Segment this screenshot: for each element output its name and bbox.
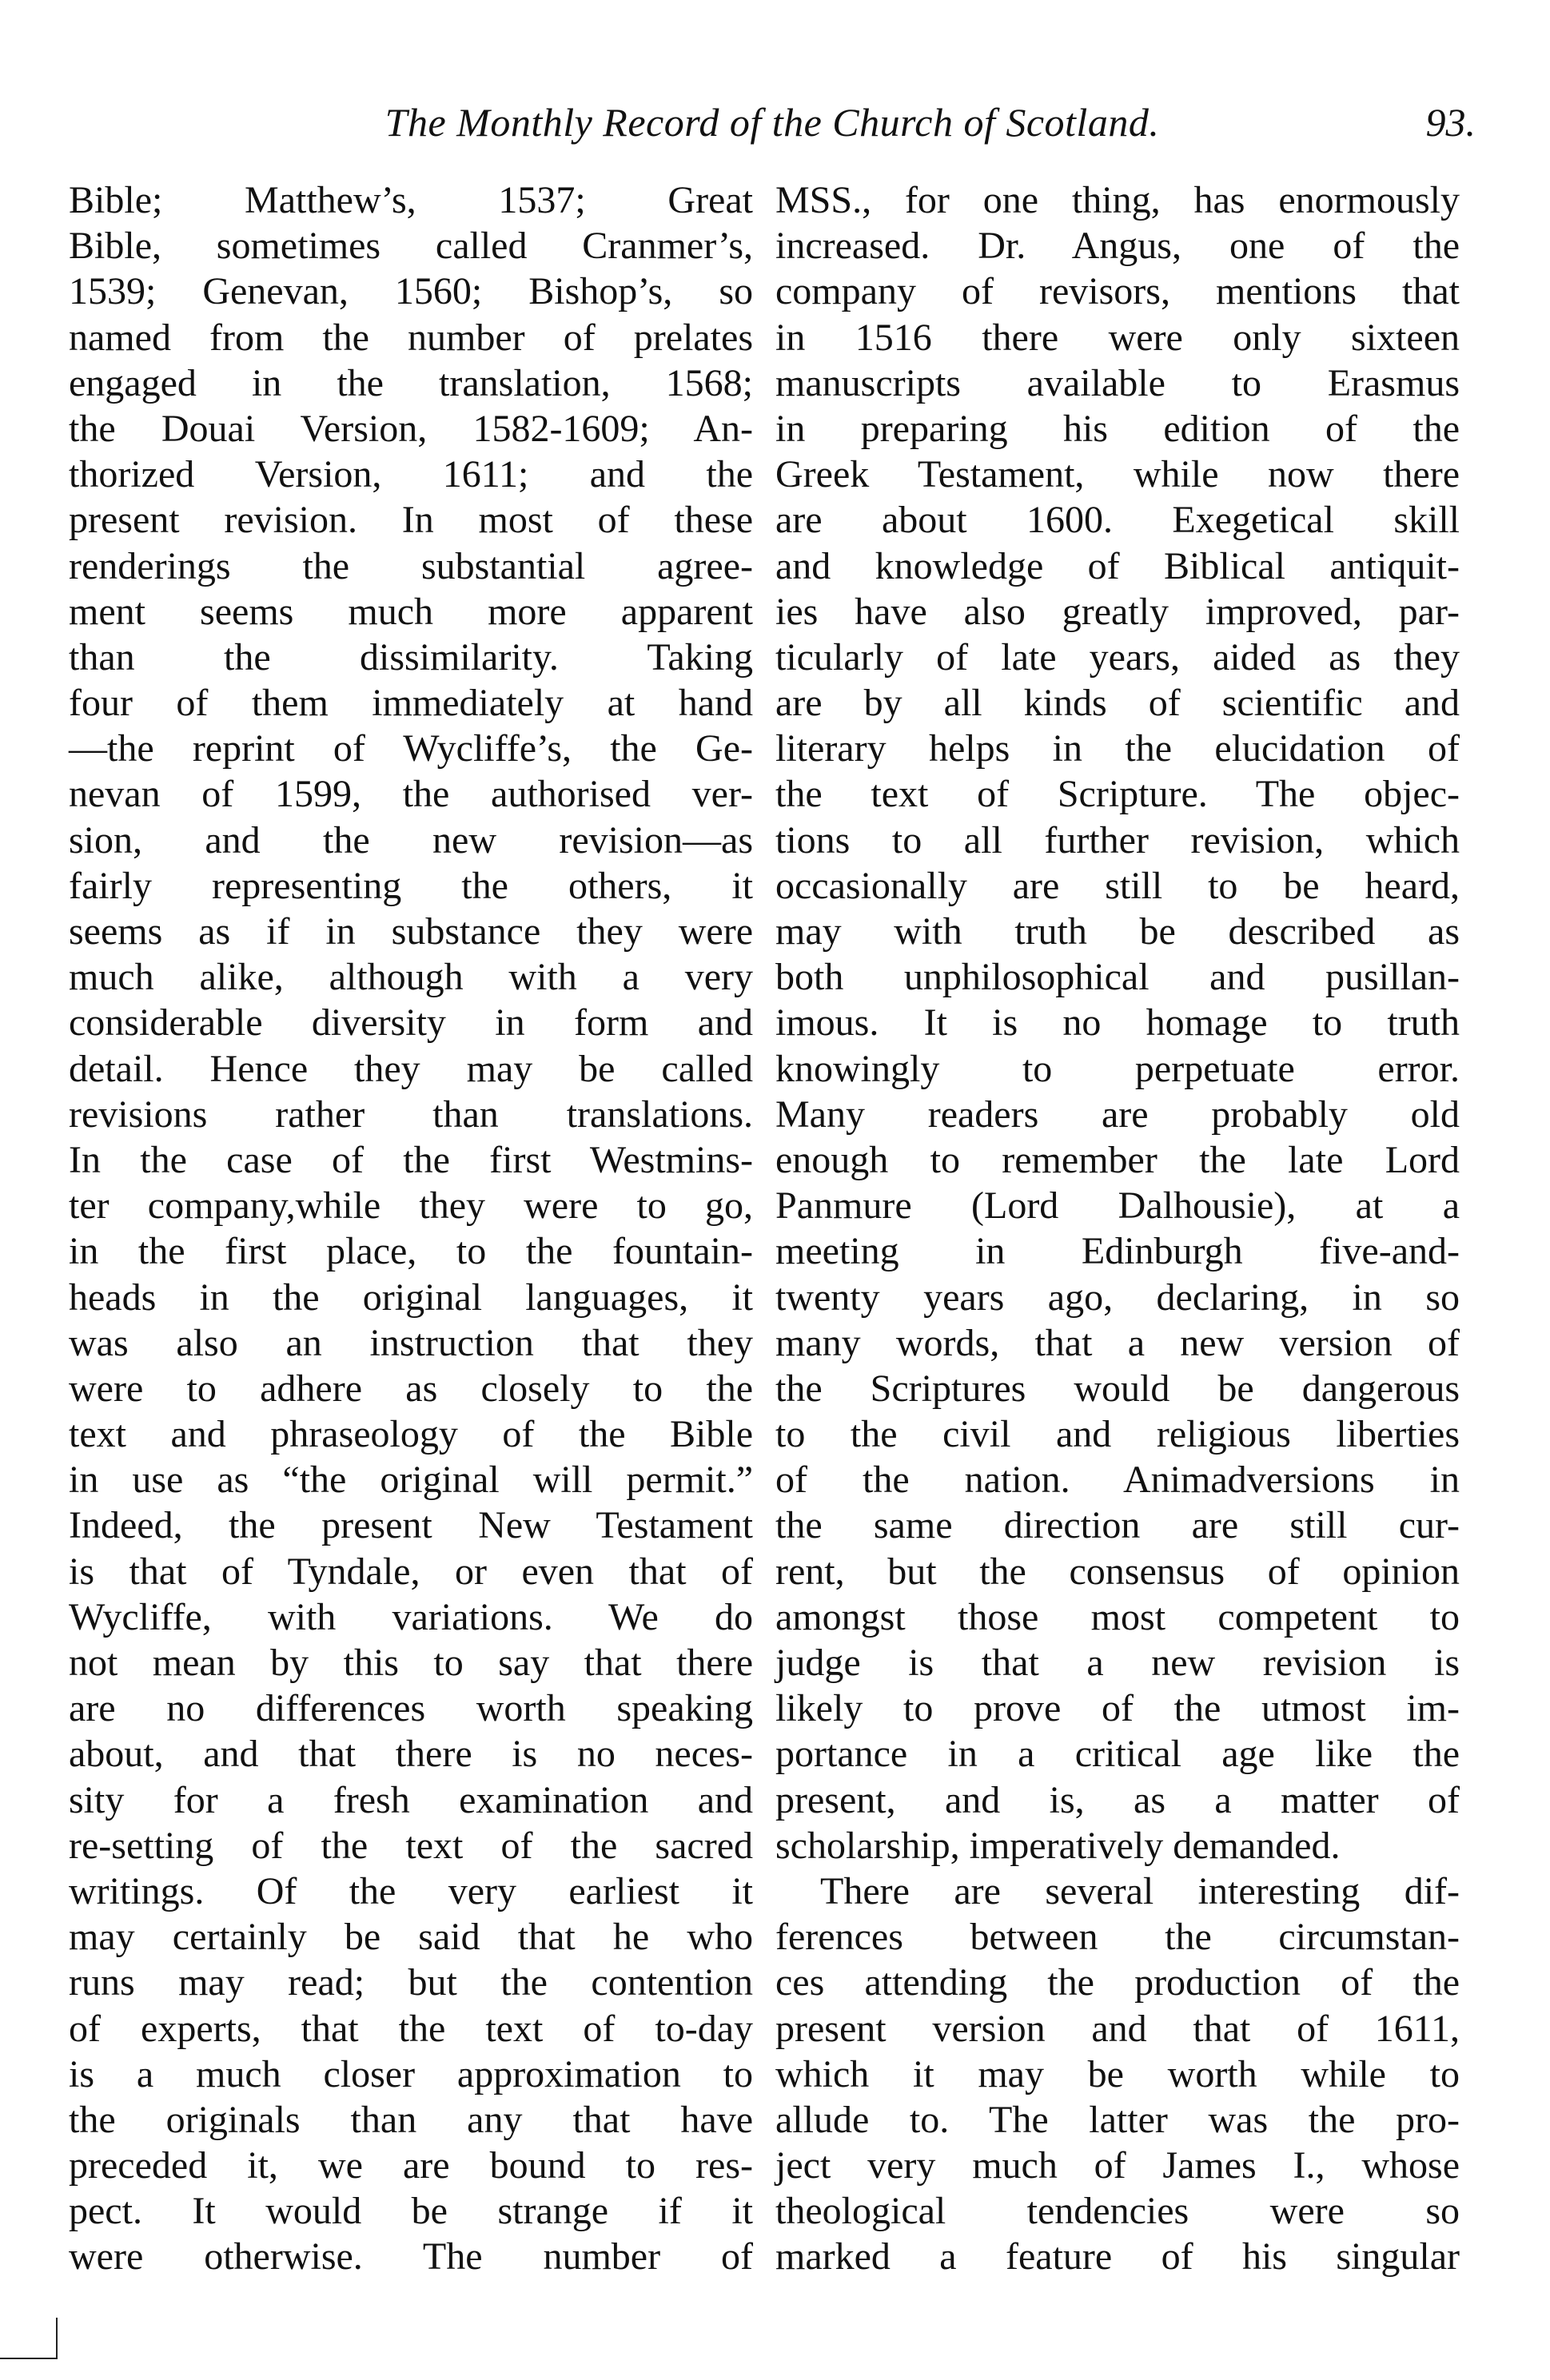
text-line: much alike, although with a very xyxy=(69,956,753,999)
text-line: writings. Of the very earliest it xyxy=(69,1869,753,1912)
text-line: occasionally are still to be heard, xyxy=(775,864,1460,907)
text-line: the same direction are still cur- xyxy=(775,1504,1460,1547)
text-line: nevan of 1599, the authorised ver- xyxy=(69,773,753,816)
text-line: imous. It is no homage to truth xyxy=(775,1001,1460,1045)
text-line: scholarship, imperatively demanded. xyxy=(775,1824,1341,1867)
text-line: Bible, sometimes called Cranmer’s, xyxy=(69,225,753,268)
text-line: were to adhere as closely to the xyxy=(69,1367,753,1410)
text-line: many words, that a new version of xyxy=(775,1321,1460,1364)
text-line: in preparing his edition of the xyxy=(775,407,1460,450)
text-line: ies have also greatly improved, par- xyxy=(775,590,1460,633)
text-line: portance in a critical age like the xyxy=(775,1733,1460,1776)
text-line: ject very much of James I., whose xyxy=(775,2144,1460,2187)
text-line: pect. It would be strange if it xyxy=(69,2190,753,2233)
text-line: heads in the original languages, it xyxy=(69,1276,753,1319)
text-line: in the first place, to the fountain- xyxy=(69,1230,753,1273)
text-line: rent, but the consensus of opinion xyxy=(775,1550,1460,1593)
text-line: are about 1600. Exegetical skill xyxy=(775,499,1460,542)
text-line: present revision. In most of these xyxy=(69,499,753,542)
text-line: —the reprint of Wycliffe’s, the Ge- xyxy=(69,727,753,770)
text-line: company of revisors, mentions that xyxy=(775,270,1460,313)
text-line: thorized Version, 1611; and the xyxy=(69,453,753,496)
text-line: in 1516 there were only sixteen xyxy=(775,316,1460,359)
page-header xyxy=(69,94,1476,150)
left-column xyxy=(69,177,753,2280)
text-line: In the case of the first Westmins- xyxy=(69,1138,753,1181)
text-line: than the dissimilarity. Taking xyxy=(69,635,753,679)
text-line: was also an instruction that they xyxy=(69,1321,753,1364)
text-line: sion, and the new revision—as xyxy=(69,818,753,862)
text-line: re-setting of the text of the sacred xyxy=(69,1824,753,1867)
text-line: ticularly of late years, aided as they xyxy=(775,635,1460,679)
running-title: The Monthly Record of the Church of Scotland. xyxy=(385,100,1160,145)
text-line: There are several interesting dif- xyxy=(820,1869,1460,1912)
text-line: of experts, that the text of to-day xyxy=(69,2007,753,2050)
text-line: the Scriptures would be dangerous xyxy=(775,1367,1460,1410)
text-line: Panmure (Lord Dalhousie), at a xyxy=(775,1184,1460,1228)
text-line: is a much closer approximation to xyxy=(69,2052,753,2095)
text-line: four of them immediately at hand xyxy=(69,682,753,725)
text-line: both unphilosophical and pusillan- xyxy=(775,956,1460,999)
text-line: ment seems much more apparent xyxy=(69,590,753,633)
text-line: enough to remember the late Lord xyxy=(775,1138,1460,1181)
text-line: MSS., for one thing, has enormously xyxy=(775,179,1460,221)
text-line: knowingly to perpetuate error. xyxy=(775,1047,1460,1090)
text-line: seems as if in substance they were xyxy=(69,910,753,953)
text-line: which it may be worth while to xyxy=(775,2052,1460,2095)
text-line: manuscripts available to Erasmus xyxy=(775,361,1460,404)
text-line: to the civil and religious liberties xyxy=(775,1413,1460,1456)
text-line: runs may read; but the contention xyxy=(69,1961,753,2004)
text-line: renderings the substantial agree- xyxy=(69,544,753,587)
scan-edge-mark xyxy=(0,2318,58,2359)
right-column xyxy=(775,177,1460,2280)
text-line: are no differences worth speaking xyxy=(69,1687,753,1730)
text-line: likely to prove of the utmost im- xyxy=(775,1687,1460,1730)
text-line: fairly representing the others, it xyxy=(69,864,753,907)
text-line: Bible; Matthew’s, 1537; Great xyxy=(69,179,753,221)
text-line: judge is that a new revision is xyxy=(775,1642,1460,1684)
text-line: present, and is, as a matter of xyxy=(775,1778,1460,1821)
text-line: allude to. The latter was the pro- xyxy=(775,2098,1460,2141)
text-line: considerable diversity in form and xyxy=(69,1001,753,1045)
text-line: ces attending the production of the xyxy=(775,1961,1460,2004)
text-line: engaged in the translation, 1568; xyxy=(69,361,753,404)
text-line: and knowledge of Biblical antiquit- xyxy=(775,544,1460,587)
text-line: the text of Scripture. The objec- xyxy=(775,773,1460,816)
text-line: were otherwise. The number of xyxy=(69,2235,753,2279)
text-line: about, and that there is no neces- xyxy=(69,1733,753,1776)
text-line: the Douai Version, 1582-1609; An- xyxy=(69,407,753,450)
text-line: literary helps in the elucidation of xyxy=(775,727,1460,770)
text-line: named from the number of prelates xyxy=(69,316,753,359)
text-line: present version and that of 1611, xyxy=(775,2007,1460,2050)
text-line: preceded it, we are bound to res- xyxy=(69,2144,753,2187)
page-number: 93. xyxy=(1425,100,1476,145)
text-line: Indeed, the present New Testament xyxy=(69,1504,753,1547)
text-line: Many readers are probably old xyxy=(775,1092,1460,1136)
text-line: Greek Testament, while now there xyxy=(775,453,1460,496)
text-line: of the nation. Animadversions in xyxy=(775,1459,1460,1502)
text-line: may with truth be described as xyxy=(775,910,1460,953)
text-line: are by all kinds of scientific and xyxy=(775,682,1460,725)
text-line: tions to all further revision, which xyxy=(775,818,1460,862)
text-line: detail. Hence they may be called xyxy=(69,1047,753,1090)
text-line: the originals than any that have xyxy=(69,2098,753,2141)
text-line: not mean by this to say that there xyxy=(69,1642,753,1684)
text-line: increased. Dr. Angus, one of the xyxy=(775,225,1460,268)
text-line: theological tendencies were so xyxy=(775,2190,1460,2233)
text-line: may certainly be said that he who xyxy=(69,1916,753,1959)
text-line: 1539; Genevan, 1560; Bishop’s, so xyxy=(69,270,753,313)
text-line: is that of Tyndale, or even that of xyxy=(69,1550,753,1593)
text-line: twenty years ago, declaring, in so xyxy=(775,1276,1460,1319)
text-line: text and phraseology of the Bible xyxy=(69,1413,753,1456)
text-line: meeting in Edinburgh five-and- xyxy=(775,1230,1460,1273)
text-line: ferences between the circumstan- xyxy=(775,1916,1460,1959)
text-line: ter company,while they were to go, xyxy=(69,1184,753,1228)
text-line: Wycliffe, with variations. We do xyxy=(69,1595,753,1638)
text-line: revisions rather than translations. xyxy=(69,1092,753,1136)
text-line: marked a feature of his singular xyxy=(775,2235,1460,2279)
text-line: in use as “the original will permit.” xyxy=(69,1459,753,1502)
text-line: amongst those most competent to xyxy=(775,1595,1460,1638)
text-line: sity for a fresh examination and xyxy=(69,1778,753,1821)
